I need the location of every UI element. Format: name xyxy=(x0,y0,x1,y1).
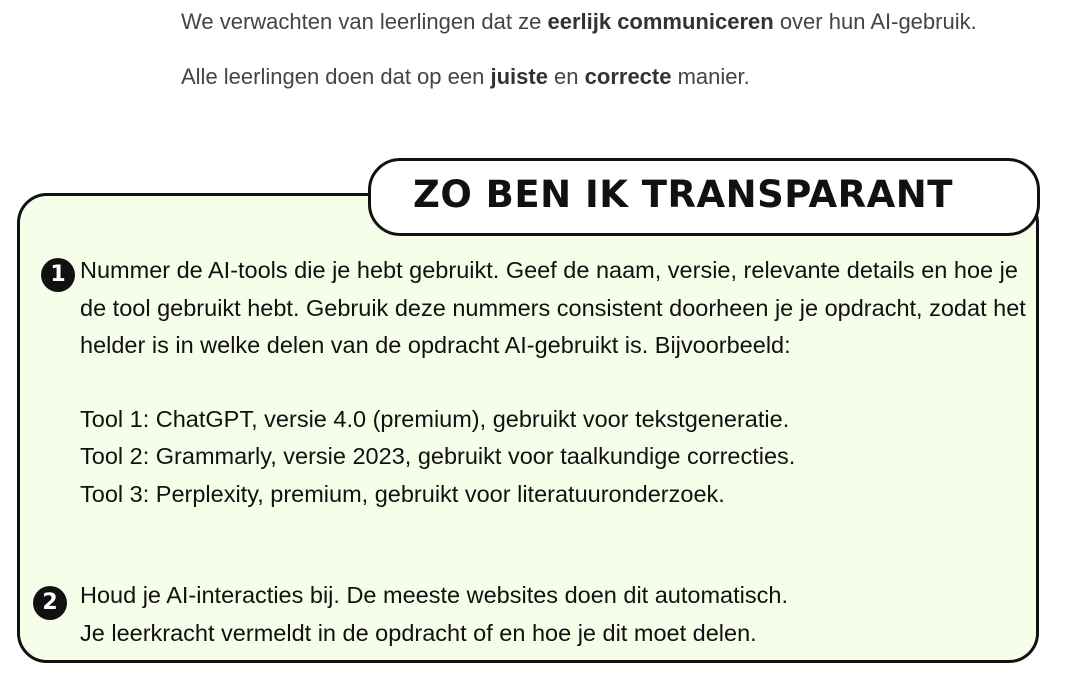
intro-p2-text-start: Alle leerlingen doen dat op een xyxy=(181,64,491,89)
step-item-2 xyxy=(80,577,1030,652)
step-item-1 xyxy=(80,252,1030,513)
intro-p1-text-start: We verwachten van leerlingen dat ze xyxy=(181,9,548,34)
intro-paragraph-1 xyxy=(181,6,1031,38)
intro-p2-bold-correcte: correcte xyxy=(584,64,672,89)
step-number-badge-2: 2 xyxy=(33,586,67,620)
intro-p2-bold-juiste: juiste xyxy=(490,64,548,89)
intro-paragraph-2 xyxy=(181,61,1031,93)
example-tool-2: Tool 2: Grammarly, versie 2023, gebruikt voor taalkundige correcties. xyxy=(80,443,796,469)
example-tool-1: Tool 1: ChatGPT, versie 4.0 (premium), gebruikt voor tekstgeneratie. xyxy=(80,405,790,432)
step-1-text: Nummer de AI-tools die je hebt gebruikt. Geef de naam, versie, relevante details en hoe je de tool gebruikt hebt. Gebruik deze nummers consistent doorheen je je opdracht, zodat het helder is in welke delen van de opdracht AI-gebruikt is. Bijvoorbeeld: xyxy=(80,257,1026,358)
card-title: ZO BEN IK TRANSPARANT xyxy=(413,173,953,216)
intro-p2-text-end: manier. xyxy=(671,64,750,89)
step-number-badge-1: 1 xyxy=(41,258,75,292)
example-tool-3: Tool 3: Perplexity, premium, gebruikt voor literatuuronderzoek. xyxy=(80,480,725,507)
step-2-line-1: Houd je AI-interacties bij. De meeste websites doen dit automatisch. xyxy=(80,582,788,608)
intro-p2-text-and: en xyxy=(547,64,585,89)
card-title-tab xyxy=(368,158,1040,236)
intro-text xyxy=(181,6,1031,116)
intro-p1-text-end: over hun AI-gebruik. xyxy=(773,9,977,34)
intro-p1-bold: eerlijk communiceren xyxy=(547,9,774,34)
step-2-line-2: Je leerkracht vermeldt in de opdracht of en hoe je dit moet delen. xyxy=(80,619,757,646)
